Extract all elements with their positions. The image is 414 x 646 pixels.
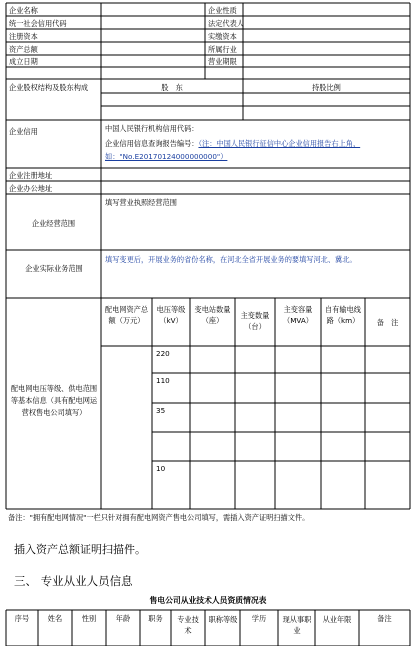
header-shareholder: 股 东 bbox=[161, 83, 183, 92]
label-company-type: 企业性质 bbox=[208, 6, 237, 15]
label-office-address: 企业办公地址 bbox=[9, 184, 53, 193]
voltage-220: 220 bbox=[156, 349, 170, 358]
staff-header-education: 学历 bbox=[251, 614, 267, 623]
label-total-assets: 资产总额 bbox=[9, 45, 38, 54]
label-equity-structure: 企业股权结构及股东构成 bbox=[9, 83, 89, 92]
staff-table-title: 售电公司从业技术人员资质情况表 bbox=[149, 596, 267, 605]
header-transformer-count: 主变数量（台） bbox=[240, 311, 270, 331]
actual-scope-hint: 填写变更后，开展业务的省份名称，在河北全省开展业务的要填写河北、冀北。 bbox=[105, 255, 357, 264]
credit-line-1: 中国人民银行机构信用代码： bbox=[105, 124, 199, 133]
label-legal-rep: 法定代表人 bbox=[208, 19, 244, 28]
label-actual-scope: 企业实际业务范围 bbox=[25, 264, 83, 273]
label-credit-code: 统一社会信用代码 bbox=[9, 19, 67, 28]
header-substations: 变电站数量（座） bbox=[194, 305, 231, 325]
staff-header-tech: 专业技术 bbox=[177, 615, 199, 635]
staff-header-title-level: 职称等级 bbox=[208, 615, 238, 624]
label-business-scope: 企业经营范围 bbox=[31, 219, 76, 228]
header-voltage: 电压等级（kV） bbox=[156, 305, 186, 325]
insert-scan-text: 插入资产总额证明扫描件。 bbox=[14, 543, 146, 556]
label-registered-capital: 注册资本 bbox=[9, 32, 38, 41]
voltage-110: 110 bbox=[156, 376, 170, 385]
staff-header-name: 姓名 bbox=[47, 614, 63, 623]
header-grid-assets: 配电网资产总额（万元） bbox=[104, 305, 149, 325]
voltage-10: 10 bbox=[156, 464, 166, 473]
credit-report-note: （注：中国人民银行征信中心企业信用报告右上角，如："No.E20170124000000000"） bbox=[105, 139, 361, 161]
staff-header-years: 从业年限 bbox=[322, 615, 352, 624]
header-lines: 自有输电线路（km） bbox=[325, 305, 361, 325]
staff-header-current-job: 现从事职业 bbox=[282, 615, 312, 635]
staff-header-age: 年龄 bbox=[115, 614, 131, 623]
credit-report-prefix: 企业信用信息查询报告编号： bbox=[105, 139, 199, 148]
section-title: 三、 专业从业人员信息 bbox=[14, 574, 133, 588]
label-company-name: 企业名称 bbox=[9, 6, 38, 15]
staff-header-index: 序号 bbox=[14, 614, 30, 623]
label-paid-capital: 实缴资本 bbox=[208, 32, 237, 41]
label-grid-info: 配电网电压等级、供电范围等基本信息（具有配电网运营权售电公司填写） bbox=[10, 384, 98, 417]
header-remarks: 备 注 bbox=[376, 318, 399, 327]
staff-header-remarks: 备注 bbox=[377, 614, 392, 623]
credit-line-2 bbox=[105, 137, 407, 163]
label-business-term: 营业期限 bbox=[208, 57, 237, 66]
label-founded-date: 成立日期 bbox=[9, 57, 38, 66]
label-registered-address: 企业注册地址 bbox=[9, 171, 53, 180]
header-share-ratio: 持股比例 bbox=[312, 83, 341, 92]
voltage-35: 35 bbox=[156, 406, 166, 415]
staff-header-position: 职务 bbox=[148, 614, 163, 623]
note-text: 备注："拥有配电网情况"一栏只针对拥有配电网资产售电公司填写，需插入资产证明扫描文件。 bbox=[8, 513, 310, 522]
label-industry: 所属行业 bbox=[208, 45, 237, 54]
header-transformer-capacity: 主变容量（MVA） bbox=[283, 305, 313, 325]
business-scope-hint: 填写营业执照经营范围 bbox=[105, 198, 177, 207]
staff-header-gender: 性别 bbox=[81, 614, 97, 623]
label-credit: 企业信用 bbox=[9, 127, 38, 136]
